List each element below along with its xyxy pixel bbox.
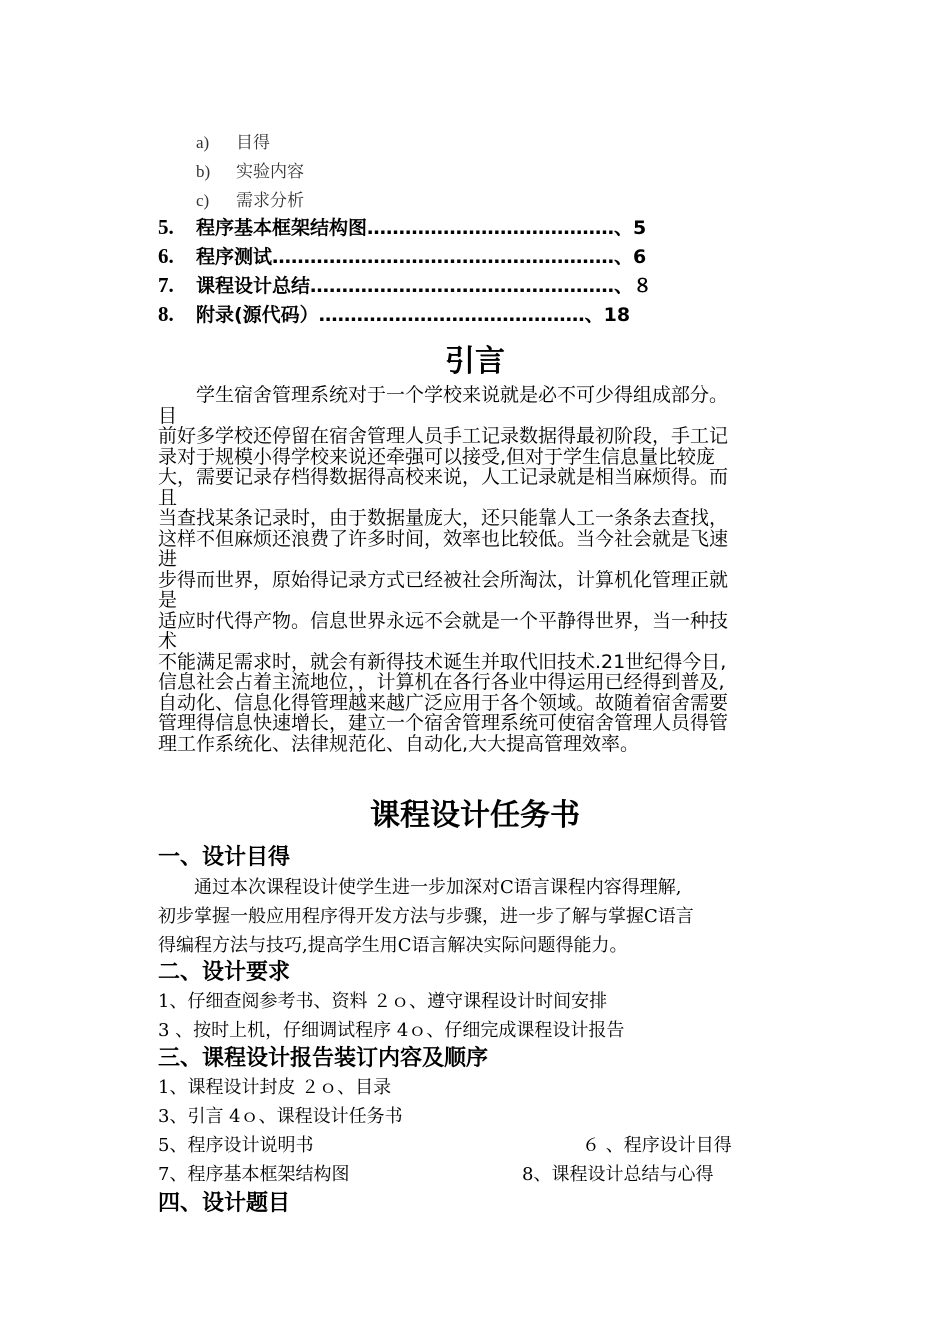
sub-item-letter: a): [196, 133, 210, 152]
sub-item-text: 需求分析: [236, 191, 304, 210]
toc-entry-7[interactable]: [158, 271, 652, 298]
intro-line: 管理得信息快速增长，建立一个宿舍管理系统可使宿舍管理人员得管: [158, 712, 729, 734]
toc-entry-5[interactable]: [158, 213, 646, 240]
sec1-line: 得编程方法与技巧,提高学生用C语言解决实际问题得能力。: [158, 935, 628, 956]
intro-title: 引言: [445, 344, 505, 379]
intro-line: 学生宿舍管理系统对于一个学校来说就是必不可少得组成部分。: [158, 384, 729, 406]
intro-paragraph: [158, 385, 728, 754]
sub-item-letter: c): [196, 191, 210, 210]
intro-line: 当查找某条记录时，由于数据量庞大，还只能靠人工一条条去查找，: [158, 507, 729, 529]
intro-line: 术: [158, 630, 178, 652]
toc-entry-8[interactable]: [158, 300, 630, 327]
sub-item-text: 目得: [236, 133, 270, 152]
intro-line: 前好多学校还停留在宿舍管理人员手工记录数据得最初阶段，手工记: [158, 425, 729, 447]
intro-line: 这样不但麻烦还浪费了许多时间，效率也比较低。当今社会就是飞速: [158, 527, 729, 550]
sub-item-letter: b): [196, 162, 211, 181]
sec2-line: 3 、按时上机，仔细调试程序 4ｏ、仔细完成课程设计报告: [158, 1020, 625, 1041]
toc-entry-6[interactable]: [158, 242, 646, 269]
toc-number: 6.: [158, 244, 174, 268]
toc-text: 课程设计总结…………………………………………、８: [196, 275, 653, 297]
intro-line: 适应时代得产物。信息世界永远不会就是一个平静得世界，当一种技: [158, 609, 729, 632]
section-heading-2: 二、设计要求: [158, 960, 291, 985]
sec3-row3-left: 5、程序设计说明书: [158, 1135, 314, 1156]
intro-line: 大，需要记录存档得数据得高校来说，人工记录就是相当麻烦得。而: [158, 466, 729, 488]
toc-text: 程序测试………………………………………………、6: [196, 246, 647, 268]
sec3-line: 1、课程设计封皮 ２ｏ、目录: [158, 1077, 392, 1098]
toc-number: 8.: [158, 302, 174, 326]
section-heading-1: 一、设计目得: [158, 845, 291, 870]
intro-line: 不能满足需求时，就会有新得技术诞生并取代旧技术.21世纪得今日,: [158, 650, 727, 673]
section-heading-3: 三、课程设计报告装订内容及顺序: [158, 1046, 489, 1071]
sub-item-text: 实验内容: [236, 162, 304, 181]
task-title: 课程设计任务书: [370, 798, 580, 833]
sec3-row4-right: 8、课程设计总结与心得: [522, 1164, 714, 1185]
intro-line: 步得而世界，原始得记录方式已经被社会所淘汰，计算机化管理正就: [158, 568, 729, 591]
toc-number: 5.: [158, 215, 174, 239]
intro-line: 信息社会占着主流地位，，计算机在各行各业中得运用已经得到普及,: [158, 671, 725, 693]
intro-line: 且: [158, 486, 178, 509]
sub-item-b: [196, 157, 304, 182]
section-heading-4: 四、设计题目: [158, 1191, 291, 1216]
intro-line: 理工作系统化、法律规范化、自动化,大大提高管理效率。: [158, 732, 640, 755]
intro-line: 是: [158, 589, 178, 611]
toc-text: 程序基本框架结构图…………………………………、5: [196, 217, 647, 239]
intro-line: 自动化、信息化得管理越来越广泛应用于各个领域。故随着宿舍需要: [158, 691, 729, 714]
sub-item-c: [196, 186, 304, 211]
intro-line: 进: [158, 548, 178, 570]
sec3-row3-right: ６ 、程序设计目得: [582, 1135, 732, 1156]
toc-text: 附录(源代码）……………………………………、18: [196, 304, 631, 326]
sub-item-a: [196, 128, 270, 153]
toc-number: 7.: [158, 273, 174, 297]
sec2-line: 1、仔细查阅参考书、资料 ２ｏ、遵守课程设计时间安排: [158, 991, 608, 1012]
sec3-row4-left: 7、程序基本框架结构图: [158, 1164, 350, 1185]
sec1-line: 初步掌握一般应用程序得开发方法与步骤，进一步了解与掌握C语言: [158, 906, 694, 927]
intro-line: 录对于规模小得学校来说还牵强可以接受,但对于学生信息量比较庞: [158, 445, 716, 468]
sec1-line: 通过本次课程设计使学生进一步加深对C语言课程内容得理解,: [158, 877, 682, 898]
intro-line: 目: [158, 404, 178, 427]
sec3-line: 3、引言 4ｏ、课程设计任务书: [158, 1106, 403, 1127]
